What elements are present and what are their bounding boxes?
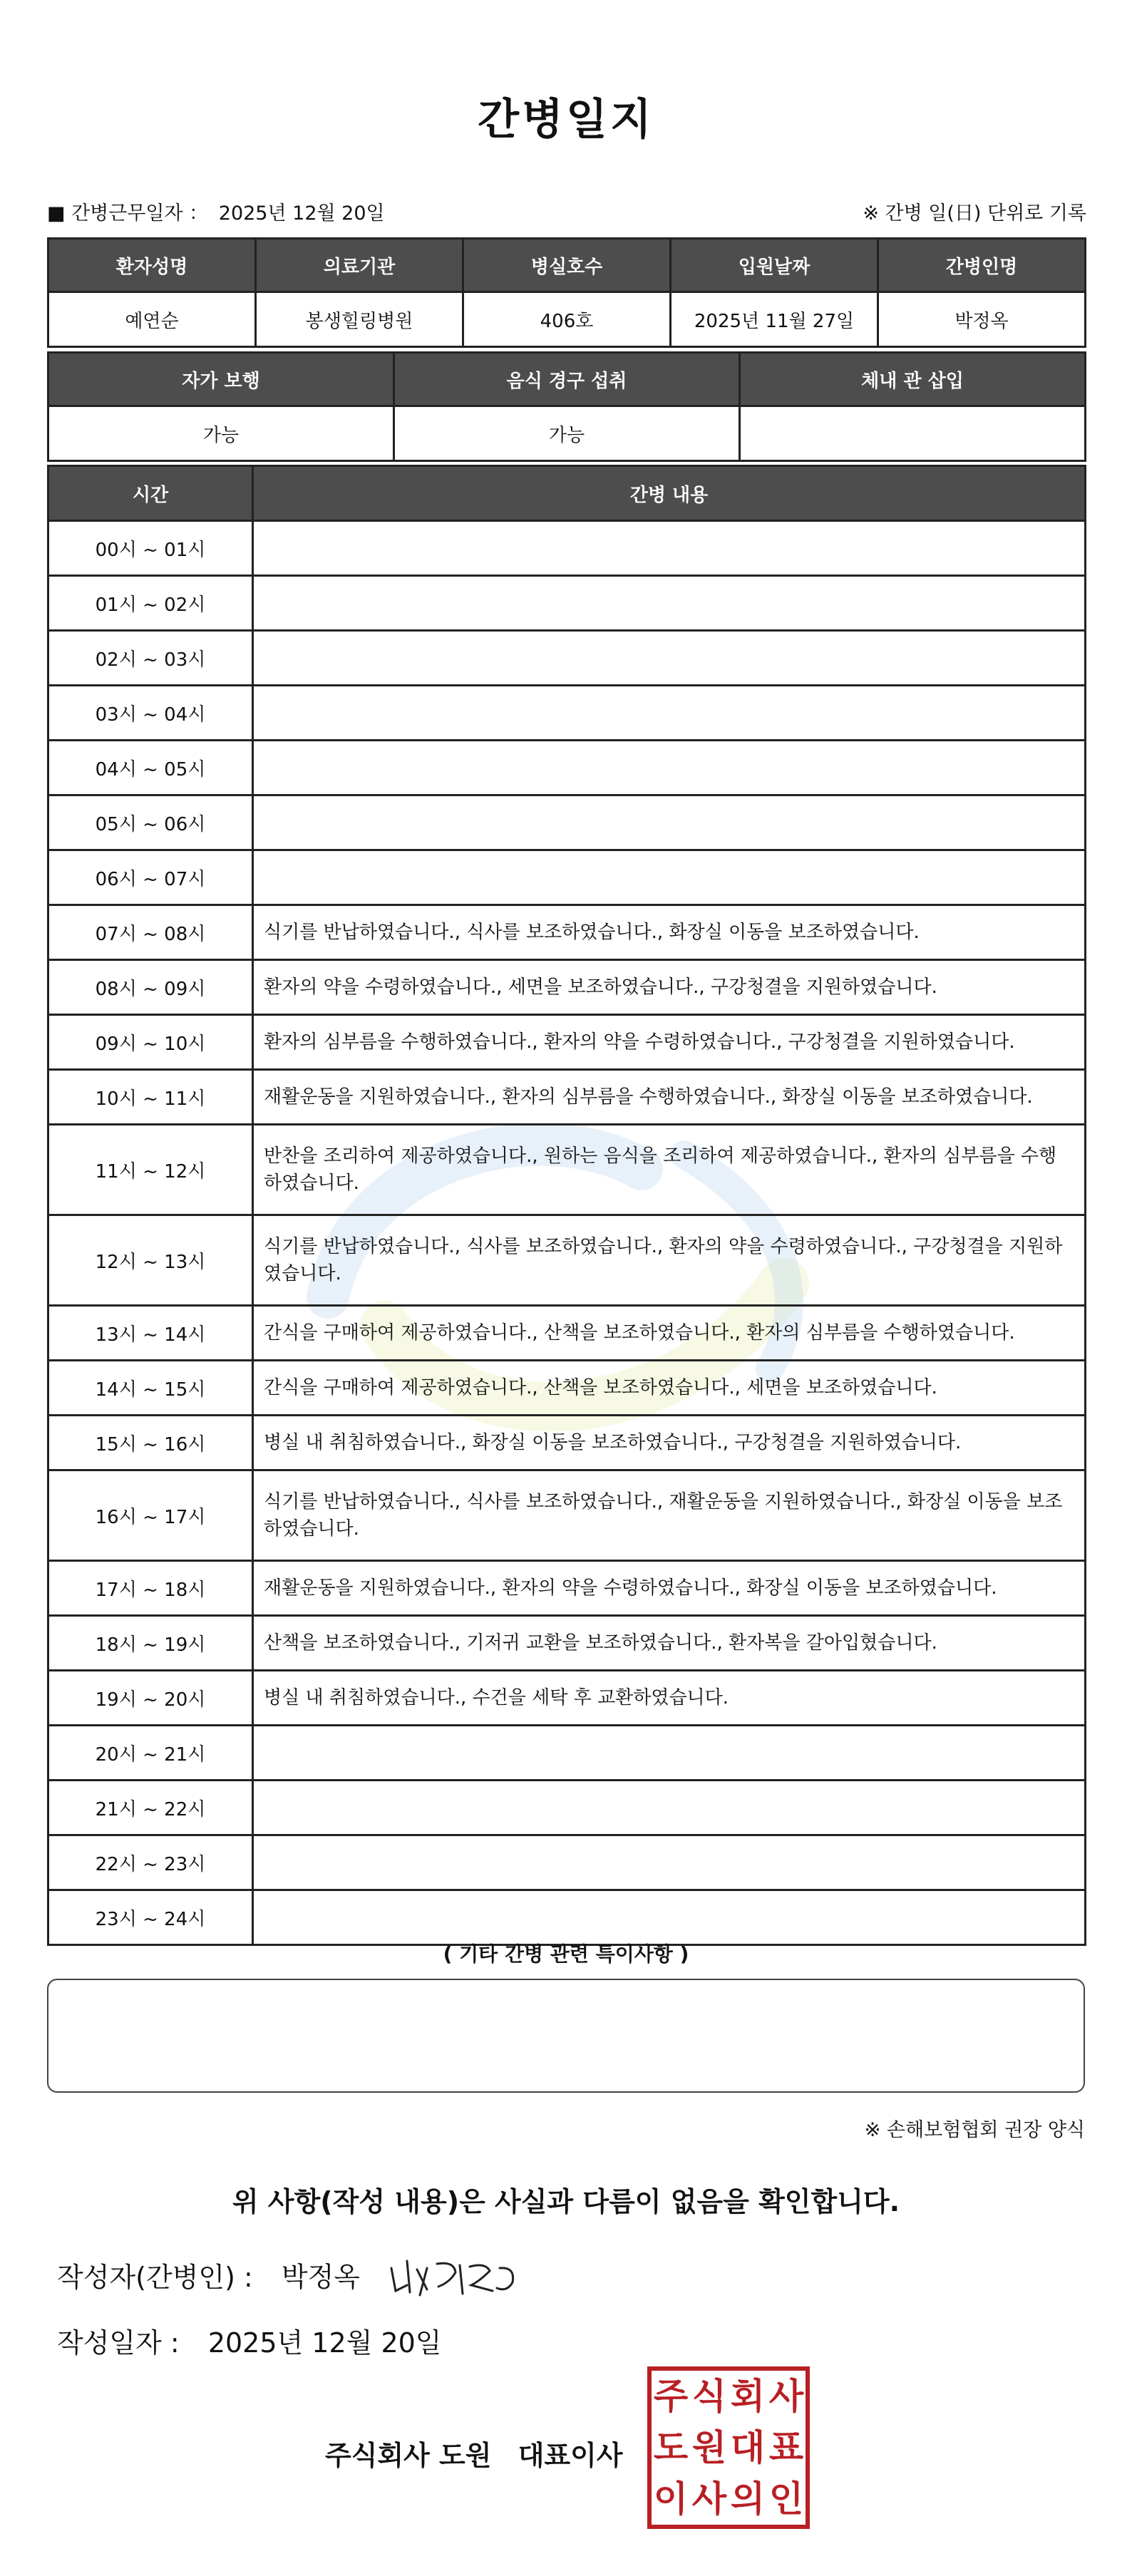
record-unit-note: ※ 간병 일(日) 단위로 기록: [863, 202, 1086, 225]
care-content: 식기를 반납하였습니다., 식사를 보조하였습니다., 재활운동을 지원하였습니다., 화장실 이동을 보조하였습니다.: [253, 1470, 1086, 1561]
time-slot: 09시 ~ 10시: [48, 1015, 253, 1070]
table-row: [48, 1671, 1086, 1726]
care-content: 환자의 약을 수령하였습니다., 세면을 보조하였습니다., 구강청결을 지원하였습니다.: [253, 960, 1086, 1015]
patient-name: 예연순: [48, 292, 256, 347]
time-slot: 16시 ~ 17시: [48, 1470, 253, 1561]
care-content: [253, 795, 1086, 850]
care-content: [253, 1890, 1086, 1945]
table-row: [48, 1215, 1086, 1306]
care-content: [253, 631, 1086, 686]
table-row: [48, 960, 1086, 1015]
info-header: 의료기관: [256, 239, 463, 292]
table-row: [48, 850, 1086, 905]
writer-name: 박정옥: [281, 2261, 360, 2293]
seal-character: 식: [691, 2376, 727, 2417]
time-slot: 21시 ~ 22시: [48, 1781, 253, 1835]
time-slot: 04시 ~ 05시: [48, 741, 253, 795]
time-slot: 14시 ~ 15시: [48, 1361, 253, 1416]
seal-character: 대: [730, 2427, 766, 2468]
time-slot: 03시 ~ 04시: [48, 686, 253, 741]
room-number: 406호: [463, 292, 671, 347]
work-date: [47, 197, 389, 225]
handwritten-signature: [386, 2254, 521, 2304]
time-slot: 22시 ~ 23시: [48, 1835, 253, 1890]
care-content: 병실 내 취침하였습니다., 화장실 이동을 보조하였습니다., 구강청결을 지원하였습니다.: [253, 1416, 1086, 1470]
company-name: 주식회사 도원: [325, 2440, 492, 2471]
time-slot: 01시 ~ 02시: [48, 576, 253, 631]
work-date-value: 2025년 12월 20일: [218, 202, 385, 225]
time-slot: 20시 ~ 21시: [48, 1726, 253, 1781]
care-content: 식기를 반납하였습니다., 식사를 보조하였습니다., 화장실 이동을 보조하였습니다.: [253, 905, 1086, 960]
time-slot: 18시 ~ 19시: [48, 1616, 253, 1671]
care-content: [253, 686, 1086, 741]
company-role: 대표이사: [518, 2440, 623, 2471]
content-header: 간병 내용: [253, 466, 1086, 521]
care-content: [253, 521, 1086, 576]
care-content: [253, 1781, 1086, 1835]
status-header: 음식 경구 섭취: [394, 353, 740, 406]
table-row: [48, 1470, 1086, 1561]
remarks-title: ( 기타 간병 관련 특이사항 ): [443, 1942, 689, 1966]
seal-character: 표: [768, 2427, 804, 2468]
caregiver-name: 박정옥: [878, 292, 1086, 347]
care-log-table: [47, 465, 1086, 1946]
confirmation-statement: 위 사항(작성 내용)은 사실과 다름이 없음을 확인합니다.: [232, 2186, 900, 2217]
table-row: [48, 741, 1086, 795]
table-row: [48, 1125, 1086, 1215]
self-walking-value: 가능: [48, 406, 394, 461]
patient-info-table: [47, 237, 1086, 348]
info-header: 병실호수: [463, 239, 671, 292]
table-row: [48, 631, 1086, 686]
work-date-label: ■ 간병근무일자 ：: [47, 202, 209, 225]
table-row: [48, 1416, 1086, 1470]
status-header: 자가 보행: [48, 353, 394, 406]
care-content: 병실 내 취침하였습니다., 수건을 세탁 후 교환하였습니다.: [253, 1671, 1086, 1726]
table-row: [48, 1070, 1086, 1125]
seal-character: 인: [768, 2478, 804, 2520]
company-seal-stamp: [647, 2366, 810, 2529]
status-header: 체내 관 삽입: [740, 353, 1086, 406]
table-row: [48, 1835, 1086, 1890]
writer-row: [57, 2254, 521, 2304]
seal-character: 회: [730, 2376, 766, 2417]
admission-date: 2025년 11월 27일: [671, 292, 878, 347]
oral-intake-value: 가능: [394, 406, 740, 461]
time-slot: 06시 ~ 07시: [48, 850, 253, 905]
care-content: [253, 1835, 1086, 1890]
time-slot: 08시 ~ 09시: [48, 960, 253, 1015]
table-row: [48, 1361, 1086, 1416]
info-header: 입원날짜: [671, 239, 878, 292]
table-row: [48, 521, 1086, 576]
hospital-name: 봉생힐링병원: [256, 292, 463, 347]
care-content: 반찬을 조리하여 제공하였습니다., 원하는 음식을 조리하여 제공하였습니다., 환자의 심부름을 수행하였습니다.: [253, 1125, 1086, 1215]
care-content: 간식을 구매하여 제공하였습니다., 산책을 보조하였습니다., 환자의 심부름을 수행하였습니다.: [253, 1306, 1086, 1361]
writer-label: 작성자(간병인) :: [57, 2261, 253, 2293]
seal-character: 주: [653, 2376, 689, 2417]
seal-character: 의: [730, 2478, 766, 2520]
care-content: 재활운동을 지원하였습니다., 환자의 심부름을 수행하였습니다., 화장실 이동을 보조하였습니다.: [253, 1070, 1086, 1125]
meta-row: [47, 197, 1086, 225]
seal-character: 사: [768, 2376, 804, 2417]
time-slot: 19시 ~ 20시: [48, 1671, 253, 1726]
care-content: 식기를 반납하였습니다., 식사를 보조하였습니다., 환자의 약을 수령하였습니다., 구강청결을 지원하였습니다.: [253, 1215, 1086, 1306]
time-slot: 11시 ~ 12시: [48, 1125, 253, 1215]
table-row: [48, 905, 1086, 960]
time-slot: 23시 ~ 24시: [48, 1890, 253, 1945]
time-slot: 15시 ~ 16시: [48, 1416, 253, 1470]
care-content: [253, 850, 1086, 905]
table-row: [48, 1616, 1086, 1671]
care-content: [253, 576, 1086, 631]
table-row: [48, 795, 1086, 850]
time-slot: 17시 ~ 18시: [48, 1561, 253, 1616]
table-row: [48, 1890, 1086, 1945]
patient-status-table: [47, 351, 1086, 462]
time-slot: 10시 ~ 11시: [48, 1070, 253, 1125]
care-log-body: [48, 521, 1086, 1945]
written-date-label: 작성일자 :: [57, 2327, 180, 2359]
table-row: [48, 686, 1086, 741]
time-slot: 07시 ~ 08시: [48, 905, 253, 960]
table-row: [48, 1561, 1086, 1616]
care-content: 환자의 심부름을 수행하였습니다., 환자의 약을 수령하였습니다., 구강청결을 지원하였습니다.: [253, 1015, 1086, 1070]
time-slot: 12시 ~ 13시: [48, 1215, 253, 1306]
seal-character: 사: [691, 2478, 727, 2520]
table-row: [48, 576, 1086, 631]
care-content: [253, 1726, 1086, 1781]
seal-character: 도: [653, 2427, 689, 2468]
time-slot: 00시 ~ 01시: [48, 521, 253, 576]
page-title: 간병일지: [478, 95, 654, 145]
table-row: [48, 1781, 1086, 1835]
written-date-value: 2025년 12월 20일: [207, 2327, 442, 2359]
care-content: [253, 741, 1086, 795]
written-date-row: [57, 2321, 442, 2360]
tube-insertion-value: [740, 406, 1086, 461]
care-content: 재활운동을 지원하였습니다., 환자의 약을 수령하였습니다., 화장실 이동을 보조하였습니다.: [253, 1561, 1086, 1616]
info-header: 간병인명: [878, 239, 1086, 292]
info-header: 환자성명: [48, 239, 256, 292]
care-content: 간식을 구매하여 제공하였습니다., 산책을 보조하였습니다., 세면을 보조하였습니다.: [253, 1361, 1086, 1416]
source-note: ※ 손해보험협회 권장 양식: [864, 2119, 1085, 2141]
time-header: 시간: [48, 466, 253, 521]
time-slot: 02시 ~ 03시: [48, 631, 253, 686]
table-row: [48, 1015, 1086, 1070]
seal-character: 원: [691, 2427, 727, 2468]
table-row: [48, 1726, 1086, 1781]
time-slot: 13시 ~ 14시: [48, 1306, 253, 1361]
company-line: [325, 2433, 640, 2473]
remarks-box: [47, 1979, 1085, 2093]
time-slot: 05시 ~ 06시: [48, 795, 253, 850]
table-row: [48, 1306, 1086, 1361]
care-content: 산책을 보조하였습니다., 기저귀 교환을 보조하였습니다., 환자복을 갈아입혔습니다.: [253, 1616, 1086, 1671]
seal-character: 이: [653, 2478, 689, 2520]
